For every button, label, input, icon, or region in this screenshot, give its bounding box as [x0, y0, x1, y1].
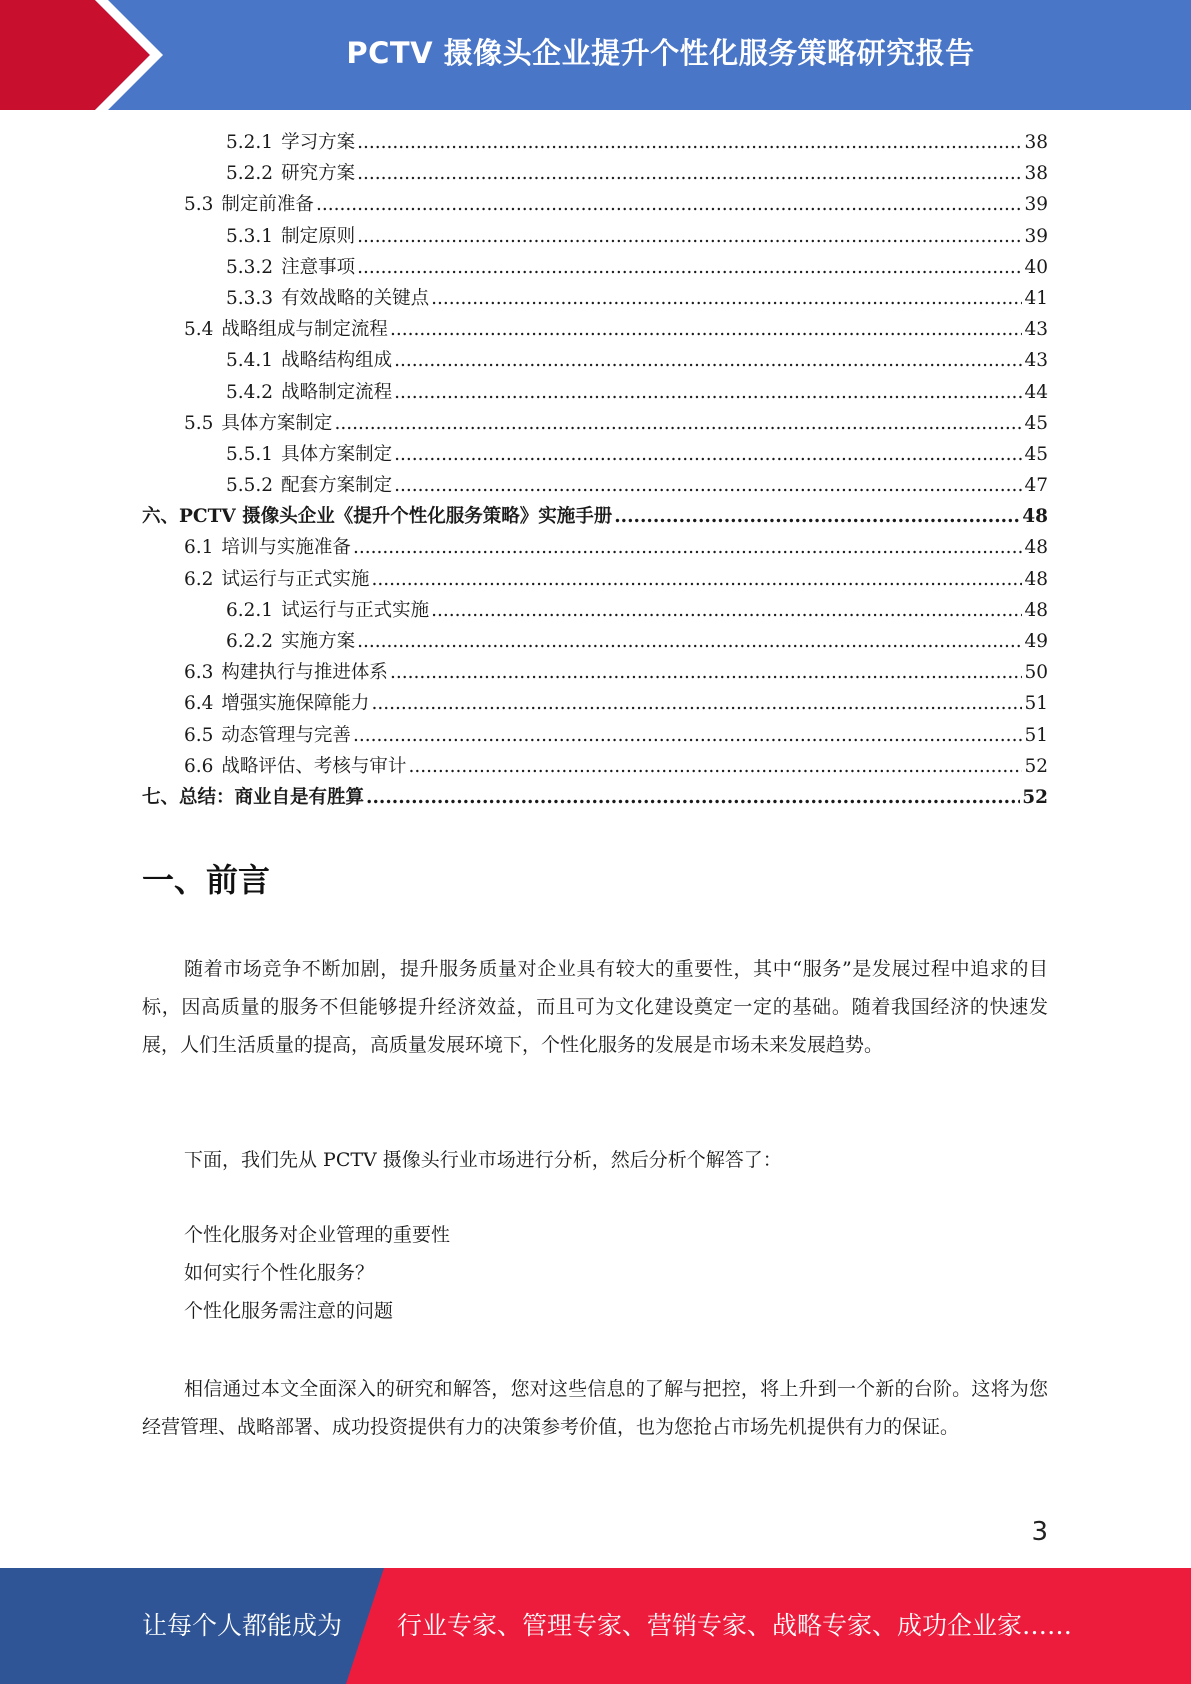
toc-dot-leader [357, 252, 1022, 283]
toc-dot-leader [390, 314, 1023, 345]
toc-entry-number: 5.3.1 [226, 225, 274, 247]
toc-entry-label: 有效战略的关键点 [281, 287, 430, 309]
toc-entry-label: 构建执行与推进体系 [221, 662, 388, 684]
toc-entry-label: 配套方案制定 [281, 475, 393, 497]
toc-entry-number: 6.1 [184, 537, 214, 559]
toc-entry-label: 试运行与正式实施 [281, 599, 430, 621]
header-red-chevron [0, 0, 150, 110]
toc-entry[interactable] [142, 688, 1048, 719]
toc-entry-label: 具体方案制定 [281, 443, 393, 465]
toc-dot-leader [366, 782, 1020, 813]
toc-entry-label: 具体方案制定 [221, 412, 333, 434]
toc-dot-leader [431, 283, 1022, 314]
page-number: 3 [1031, 1517, 1048, 1547]
toc-entry[interactable] [142, 532, 1048, 563]
toc-entry[interactable] [142, 501, 1048, 532]
toc-entry[interactable] [142, 377, 1048, 408]
toc-dot-leader [431, 595, 1022, 626]
page-header [0, 0, 1191, 110]
toc-dot-leader [394, 439, 1022, 470]
toc-entry-number: 5.4 [184, 319, 214, 341]
toc-entry[interactable] [142, 158, 1048, 189]
toc-entry[interactable] [142, 470, 1048, 501]
toc-dot-leader [357, 158, 1022, 189]
toc-entry-number: 6.5 [184, 724, 214, 746]
toc-entry-number: 5.3.3 [226, 287, 274, 309]
footer-slogan-right: 行业专家、管理专家、营销专家、战略专家、成功企业家…… [397, 1611, 1073, 1640]
toc-dot-leader [357, 127, 1022, 158]
footer-slogan-left: 让每个人都能成为 [142, 1611, 343, 1640]
question-list [184, 1216, 450, 1330]
toc-dot-leader [353, 720, 1023, 751]
toc-entry-label: 制定前准备 [221, 194, 314, 216]
toc-entry-page: 43 [1024, 350, 1048, 372]
toc-entry-number: 5.5.2 [226, 475, 274, 497]
toc-entry[interactable] [142, 782, 1048, 813]
toc-entry-label: 培训与实施准备 [221, 537, 351, 559]
toc-entry-page: 39 [1024, 225, 1048, 247]
toc-entry-page: 50 [1024, 662, 1048, 684]
toc-entry-label: 战略结构组成 [281, 350, 393, 372]
toc-entry-number: 6.2.1 [226, 599, 274, 621]
toc-entry-label: PCTV 摄像头企业《提升个性化服务策略》实施手册 [179, 506, 613, 528]
toc-entry-page: 49 [1024, 631, 1048, 652]
toc-entry-page: 38 [1024, 163, 1048, 185]
toc-entry-number: 5.4.1 [226, 350, 274, 372]
toc-entry-label: 战略评估、考核与审计 [221, 755, 407, 777]
toc-entry-page: 52 [1024, 755, 1048, 777]
toc-entry-label: 增强实施保障能力 [221, 693, 370, 715]
question-item: 个性化服务需注意的问题 [184, 1300, 394, 1322]
toc-entry[interactable] [142, 283, 1048, 314]
toc-dot-leader [394, 470, 1022, 501]
toc-entry-number: 5.2.1 [226, 132, 274, 153]
toc-entry[interactable] [142, 720, 1048, 751]
toc-entry-number: 5.5.1 [226, 443, 274, 465]
toc-entry-page: 39 [1024, 194, 1048, 216]
toc-entry-label: 注意事项 [281, 256, 356, 278]
toc-entry-label: 实施方案 [281, 631, 356, 652]
question-item: 个性化服务对企业管理的重要性 [184, 1224, 451, 1246]
toc-entry-label: 试运行与正式实施 [221, 568, 370, 590]
section-heading: 一、前言 [142, 861, 271, 899]
toc-entry[interactable] [142, 626, 1048, 657]
question-item: 如何实行个性化服务？ [184, 1262, 375, 1284]
toc-entry-label: 学习方案 [281, 132, 356, 153]
toc-entry-page: 38 [1024, 132, 1048, 153]
toc-entry-number: 六、 [142, 506, 180, 528]
toc-entry[interactable] [142, 314, 1048, 345]
toc-entry-page: 44 [1024, 381, 1048, 403]
toc-entry-number: 6.6 [184, 755, 214, 777]
table-of-contents [142, 127, 1048, 813]
toc-entry-number: 5.4.2 [226, 381, 274, 403]
header-title: PCTV 摄像头企业提升个性化服务策略研究报告 [346, 36, 975, 70]
intro-paragraph-2: 下面，我们先从 PCTV 摄像头行业市场进行分析，然后分析个解答了： [184, 1149, 782, 1171]
toc-entry-page: 45 [1024, 443, 1048, 465]
toc-entry[interactable] [142, 127, 1048, 158]
toc-entry-page: 41 [1024, 287, 1048, 309]
intro-paragraph-1: 随着市场竞争不断加剧，提升服务质量对企业具有较大的重要性，其中“服务”是发展过程中追求的目标，因高质量的服务不但能够提升经济效益，而且可为文化建设奠定一定的基础。随着我国经济的快速发展，人们生活质量的提高，高质量发展环境下，个性化服务的发展是市场未来发展趋势。 [142, 958, 1048, 1056]
toc-entry-number: 6.3 [184, 662, 214, 684]
toc-dot-leader [353, 532, 1023, 563]
toc-entry-number: 七、 [142, 786, 180, 808]
toc-entry-page: 48 [1024, 599, 1048, 621]
toc-entry[interactable] [142, 595, 1048, 626]
toc-entry-page: 47 [1024, 475, 1048, 497]
toc-dot-leader [334, 408, 1022, 439]
toc-entry[interactable] [142, 751, 1048, 782]
toc-entry-number: 5.3.2 [226, 256, 274, 278]
toc-entry[interactable] [142, 564, 1048, 595]
toc-dot-leader [371, 564, 1022, 595]
toc-entry-page: 51 [1024, 693, 1048, 715]
toc-entry-page: 48 [1024, 537, 1048, 559]
toc-entry[interactable] [142, 345, 1048, 376]
toc-entry[interactable] [142, 439, 1048, 470]
toc-entry-page: 40 [1024, 256, 1048, 278]
toc-dot-leader [614, 501, 1020, 532]
toc-dot-leader [394, 345, 1022, 376]
page-footer [0, 1568, 1191, 1684]
toc-entry-number: 5.3 [184, 194, 214, 216]
toc-entry-page: 48 [1022, 506, 1048, 528]
toc-entry-label: 动态管理与完善 [221, 724, 351, 746]
toc-entry-number: 5.2.2 [226, 163, 274, 185]
toc-entry-page: 51 [1024, 724, 1048, 746]
toc-entry[interactable] [142, 189, 1048, 220]
toc-entry-label: 研究方案 [281, 163, 356, 185]
toc-entry-label: 战略组成与制定流程 [221, 319, 388, 341]
toc-entry-label: 总结：商业自是有胜算 [179, 786, 365, 808]
toc-entry-label: 制定原则 [281, 225, 356, 247]
toc-dot-leader [390, 657, 1023, 688]
toc-entry-page: 48 [1024, 568, 1048, 590]
toc-entry[interactable] [142, 657, 1048, 688]
toc-dot-leader [371, 688, 1022, 719]
toc-dot-leader [357, 626, 1022, 657]
toc-dot-leader [408, 751, 1022, 782]
toc-dot-leader [394, 377, 1022, 408]
toc-entry[interactable] [142, 252, 1048, 283]
toc-entry-page: 43 [1024, 319, 1048, 341]
toc-entry-page: 52 [1022, 786, 1048, 808]
toc-entry-number: 6.2 [184, 568, 214, 590]
toc-entry-number: 6.4 [184, 693, 214, 715]
toc-entry-number: 6.2.2 [226, 631, 274, 652]
toc-entry-label: 战略制定流程 [281, 381, 393, 403]
toc-dot-leader [357, 221, 1022, 252]
toc-entry[interactable] [142, 221, 1048, 252]
toc-dot-leader [316, 189, 1023, 220]
intro-paragraph-3: 相信通过本文全面深入的研究和解答，您对这些信息的了解与把控，将上升到一个新的台阶。这将为您经营管理、战略部署、成功投资提供有力的决策参考价值，也为您抢占市场先机提供有力的保证。 [142, 1378, 1048, 1438]
toc-entry-page: 45 [1024, 412, 1048, 434]
toc-entry[interactable] [142, 408, 1048, 439]
toc-entry-number: 5.5 [184, 412, 214, 434]
